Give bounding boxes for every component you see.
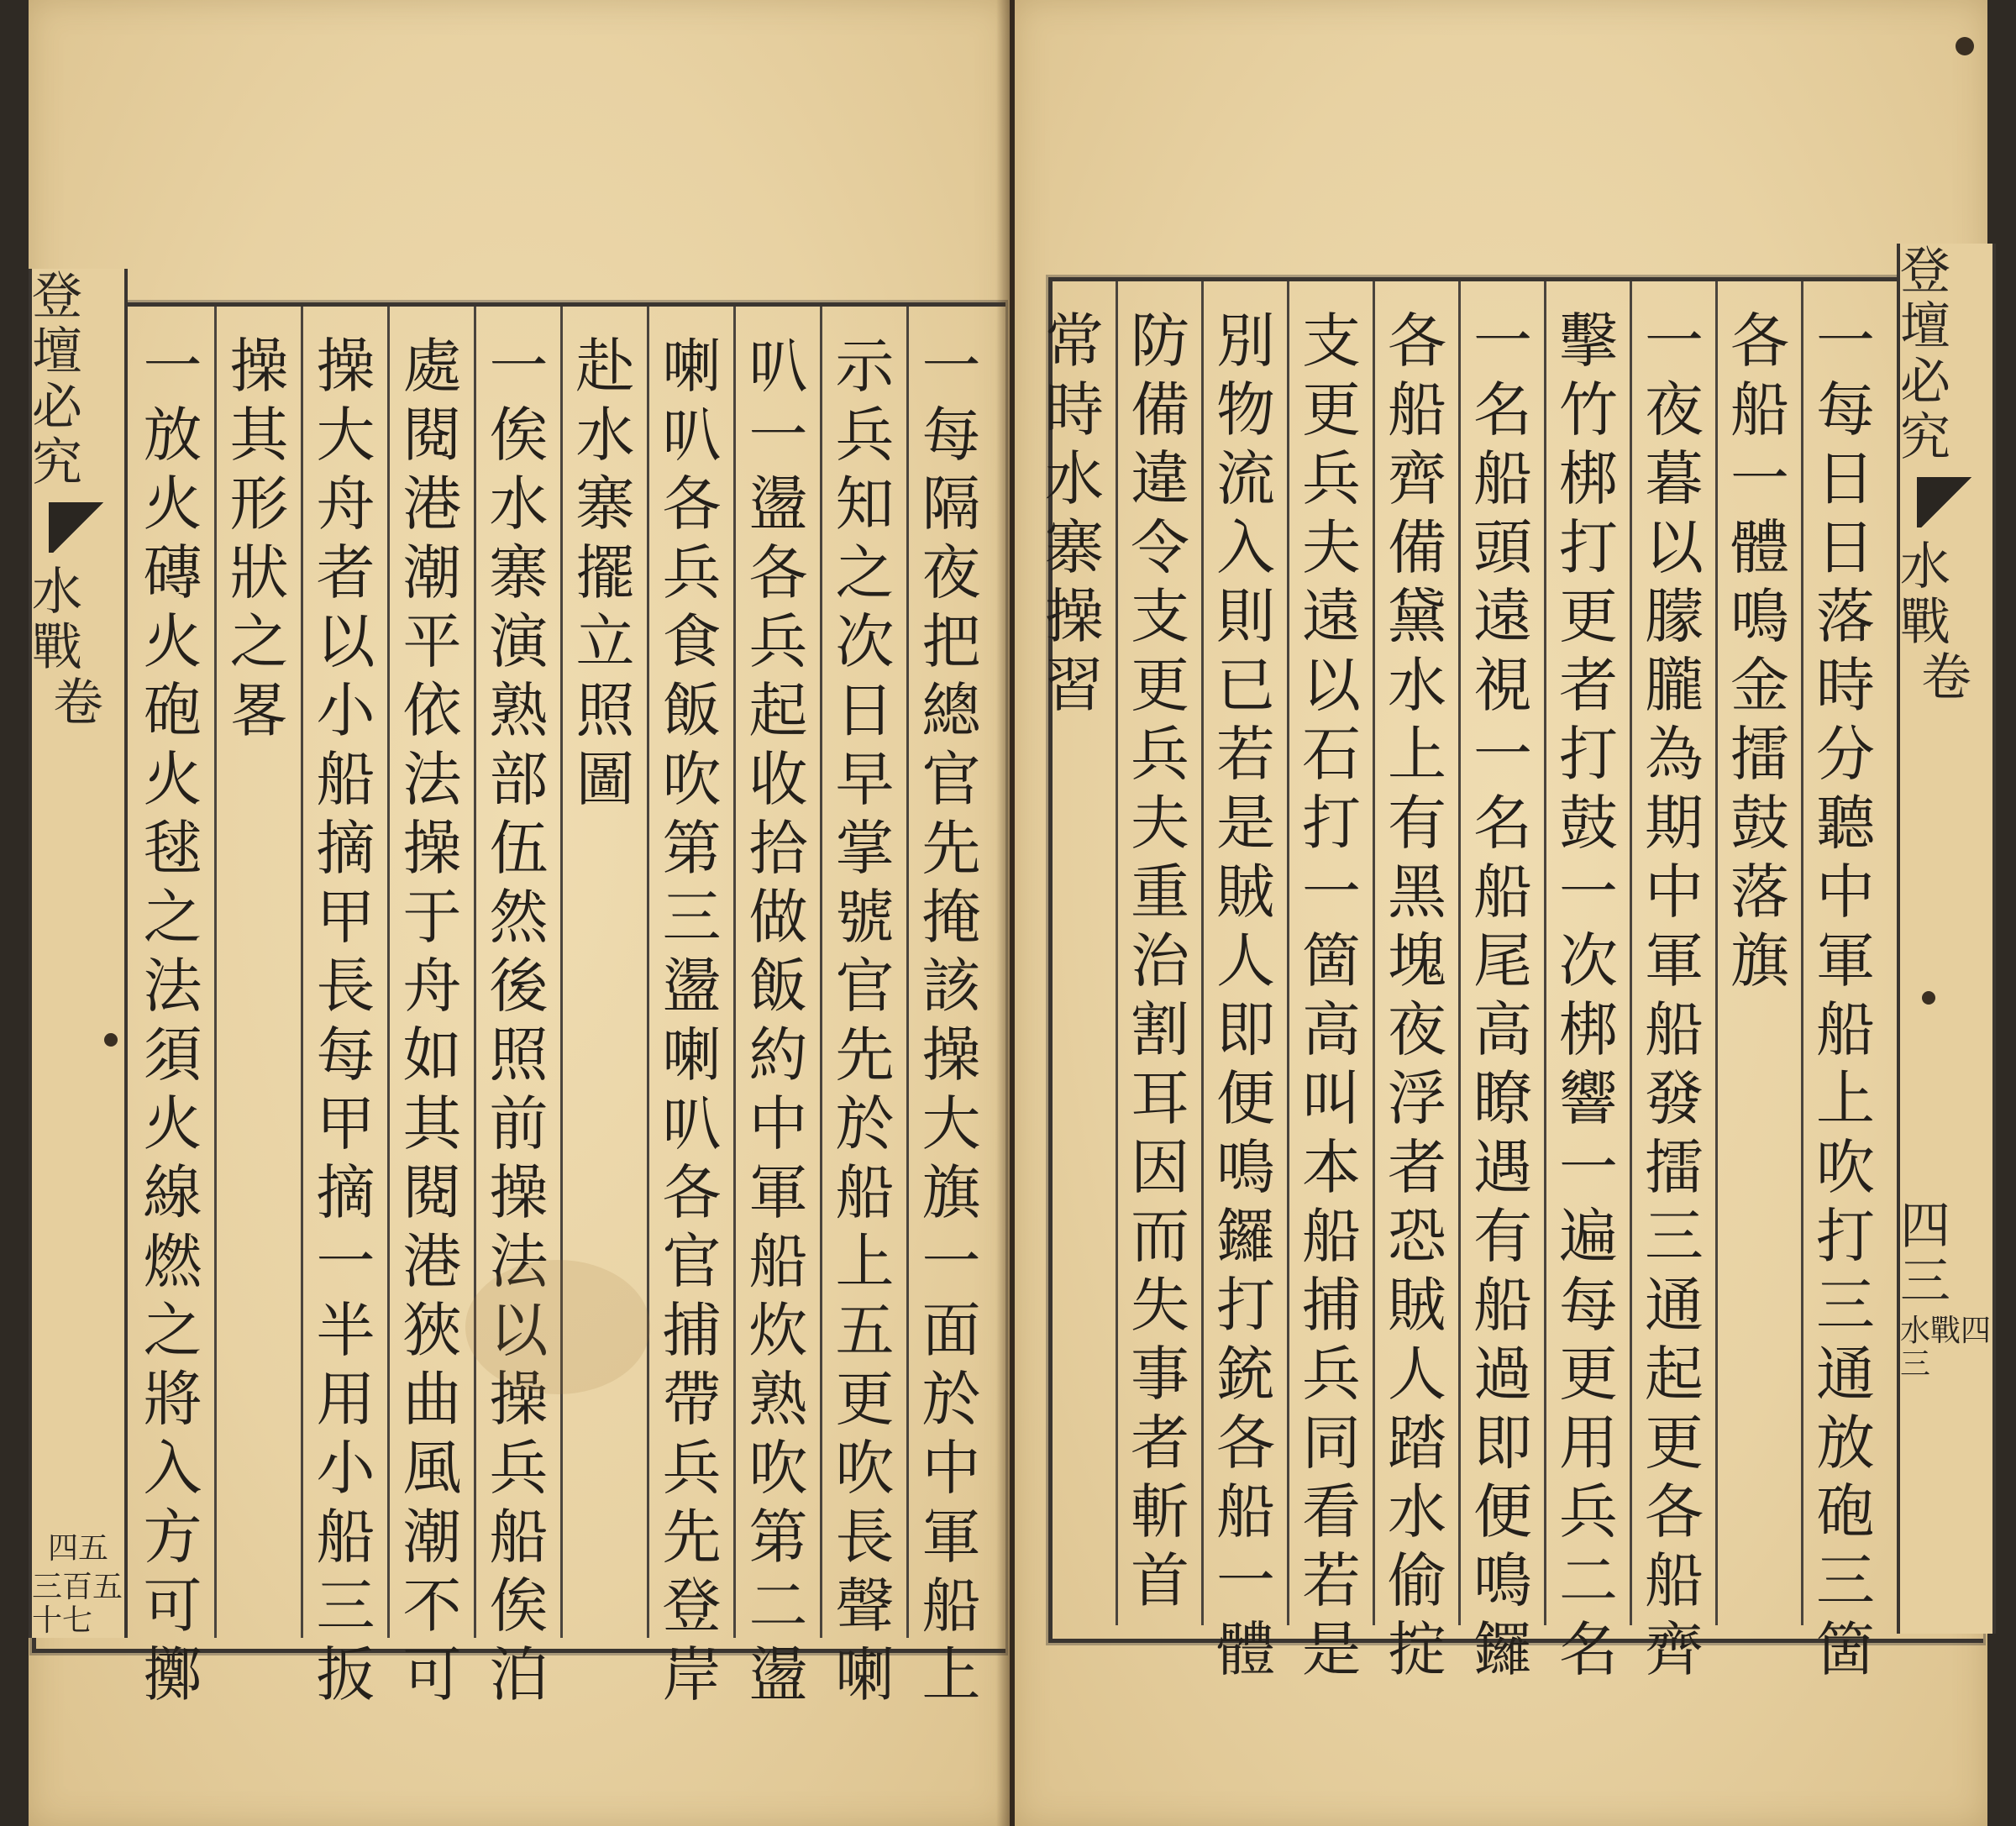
right-column-5: 一 名 船 頭 遠 視 一 名 船 尾 高 瞭 遇 有 船 過 即 便 鳴 鑼 bbox=[1473, 307, 1532, 1684]
right-heart-folio: 四三 bbox=[1900, 1197, 1950, 1311]
right-column-3: 一 夜 暮 以 朦 朧 為 期 中 軍 船 發 擂 三 通 起 更 各 船 齊 bbox=[1645, 307, 1704, 1684]
left-column-10: 一 放 火 磚 火 砲 火 毬 之 法 須 火 線 燃 之 將 入 方 可 擲 bbox=[143, 332, 202, 1709]
left-column-8: 操 大 舟 者 以 小 船 摘 甲 長 每 甲 摘 一 半 用 小 船 三 扳 bbox=[316, 332, 375, 1709]
fish-tail-mark-icon bbox=[1917, 477, 1976, 527]
right-heart-section: 水戰 bbox=[1900, 538, 1950, 652]
left-column-2: 示 兵 知 之 次 日 早 掌 號 官 先 於 船 上 五 更 吹 長 聲 喇 bbox=[835, 332, 895, 1709]
right-heart-note: 水戰四三 bbox=[1900, 1314, 1992, 1382]
left-column-3: 叭 一 盪 各 兵 起 收 拾 做 飯 約 中 軍 船 炊 熟 吹 第 二 盪 bbox=[748, 332, 808, 1709]
right-page bbox=[1015, 0, 1992, 1826]
right-column-7: 支 更 兵 夫 遠 以 石 打 一 箇 高 叫 本 船 捕 兵 同 看 若 是 bbox=[1302, 307, 1361, 1684]
left-heart-count: 三百五十七 bbox=[32, 1570, 123, 1638]
left-heart-volume: 卷 bbox=[53, 674, 103, 732]
right-column-8: 別 物 流 入 則 已 若 是 賊 人 即 便 鳴 鑼 打 銃 各 船 一 體 bbox=[1216, 307, 1275, 1684]
right-column-1: 一 每 日 日 落 時 分 聽 中 軍 船 上 吹 打 三 通 放 砲 三 箇 bbox=[1816, 307, 1875, 1684]
left-column-5: 赴 水 寨 擺 立 照 圖 bbox=[575, 332, 635, 814]
right-heart-volume: 卷 bbox=[1921, 648, 1971, 707]
left-column-9: 操 其 形 狀 之 畧 bbox=[229, 332, 289, 745]
right-column-4: 擊 竹 梆 打 更 者 打 鼓 一 次 梆 響 一 遍 每 更 用 兵 二 名 bbox=[1559, 307, 1618, 1684]
right-column-10: 常 時 水 寨 操 習 bbox=[1045, 307, 1104, 720]
left-column-1: 一 每 隔 夜 把 總 官 先 掩 該 操 大 旗 一 面 於 中 軍 船 上 bbox=[921, 332, 981, 1709]
binding-hole bbox=[104, 1033, 118, 1047]
left-column-7: 處 閱 港 潮 平 依 法 操 于 舟 如 其 閱 港 狹 曲 風 潮 不 可 bbox=[402, 332, 462, 1709]
right-column-2: 各 船 一 體 鳴 金 擂 鼓 落 旗 bbox=[1730, 307, 1789, 995]
left-heart-title: 登壇必究 bbox=[32, 267, 82, 492]
left-heart-folio: 四五 bbox=[47, 1531, 108, 1566]
left-column-4: 喇 叭 各 兵 食 飯 吹 第 三 盪 喇 叭 各 官 捕 帶 兵 先 登 岸 bbox=[662, 332, 722, 1709]
fish-tail-mark-icon bbox=[49, 502, 108, 553]
left-page-center-strip bbox=[29, 269, 128, 1638]
right-column-6: 各 船 齊 備 黛 水 上 有 黑 塊 夜 浮 者 恐 賊 人 踏 水 偷 掟 bbox=[1388, 307, 1446, 1684]
left-heart-section: 水戰 bbox=[32, 563, 82, 677]
paper-stain bbox=[465, 1260, 650, 1394]
right-column-9: 防 備 違 令 支 更 兵 夫 重 治 割 耳 因 而 失 事 者 斬 首 bbox=[1131, 307, 1189, 1615]
right-page-center-strip bbox=[1897, 244, 1996, 1634]
binding-hole bbox=[1956, 37, 1974, 55]
left-column-6: 一 俟 水 寨 演 熟 部 伍 然 後 照 前 操 法 以 操 兵 船 俟 泊 bbox=[489, 332, 549, 1709]
left-page bbox=[29, 0, 1010, 1826]
binding-hole bbox=[1922, 991, 1935, 1005]
right-heart-title: 登壇必究 bbox=[1900, 242, 1950, 467]
